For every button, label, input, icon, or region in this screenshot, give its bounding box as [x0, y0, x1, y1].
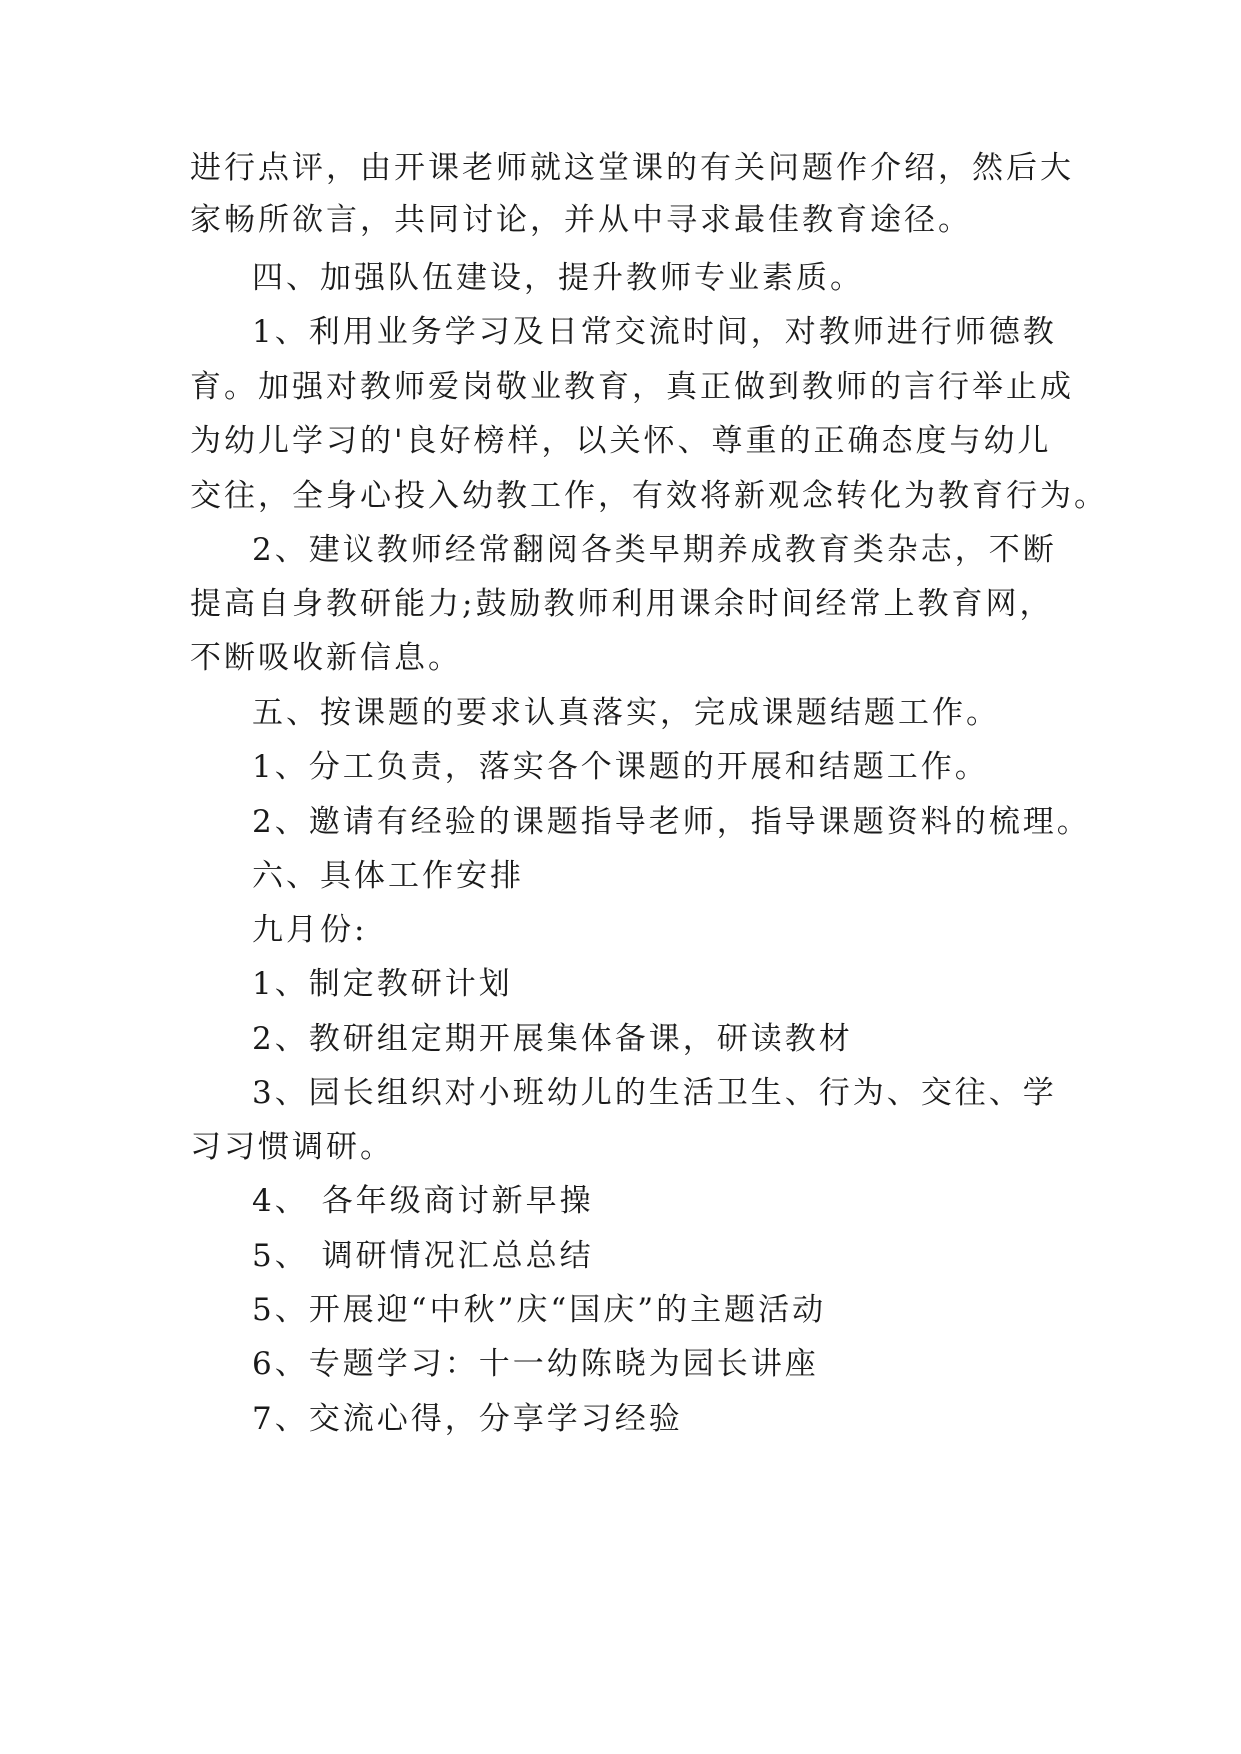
paragraph-line: 育。加强对教师爱岗敬业教育，真正做到教师的言行举止成 [190, 369, 1074, 405]
paragraph-line: 交往，全身心投入幼教工作，有效将新观念转化为教育行为。 [190, 478, 1108, 514]
list-item: 4、 各年级商讨新早操 [252, 1183, 594, 1219]
section-heading: 五、按课题的要求认真落实，完成课题结题工作。 [252, 695, 1000, 731]
section-heading: 六、具体工作安排 [252, 858, 524, 894]
list-item: 5、 调研情况汇总总结 [252, 1238, 594, 1274]
paragraph-line: 为幼儿学习的'良好榜样，以关怀、尊重的正确态度与幼儿 [190, 423, 1052, 459]
list-item: 2、教研组定期开展集体备课，研读教材 [252, 1021, 853, 1057]
paragraph-line: 进行点评，由开课老师就这堂课的有关问题作介绍，然后大 [190, 150, 1074, 186]
list-item: 2、建议教师经常翻阅各类早期养成教育类杂志，不断 [252, 532, 1057, 568]
list-item: 6、专题学习：十一幼陈晓为园长讲座 [252, 1346, 819, 1382]
paragraph-line: 不断吸收新信息。 [190, 640, 462, 676]
list-item: 7、交流心得，分享学习经验 [252, 1401, 683, 1437]
list-item: 1、分工负责，落实各个课题的开展和结题工作。 [252, 749, 989, 785]
paragraph-line: 家畅所欲言，共同讨论，并从中寻求最佳教育途径。 [190, 202, 972, 238]
month-heading: 九月份: [252, 912, 368, 948]
paragraph-line: 习习惯调研。 [190, 1129, 394, 1165]
section-heading: 四、加强队伍建设，提升教师专业素质。 [252, 260, 864, 296]
list-item: 1、制定教研计划 [252, 966, 513, 1002]
list-item: 2、邀请有经验的课题指导老师，指导课题资料的梳理。 [252, 804, 1091, 840]
paragraph-line: 提高自身教研能力;鼓励教师利用课余时间经常上教育网， [190, 586, 1054, 622]
list-item: 5、开展迎“中秋”庆“国庆”的主题活动 [252, 1292, 827, 1328]
list-item: 3、园长组织对小班幼儿的生活卫生、行为、交往、学 [252, 1075, 1057, 1111]
list-item: 1、利用业务学习及日常交流时间，对教师进行师德教 [252, 314, 1057, 350]
